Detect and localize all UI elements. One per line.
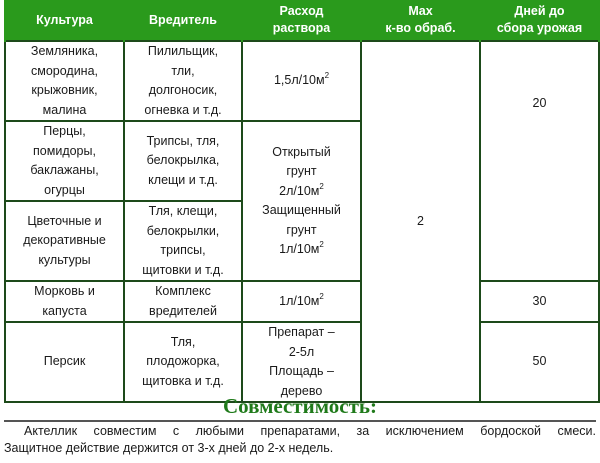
pest-cell: Пилильщик, тли, долгоносик, огневка и т.д. — [124, 41, 242, 121]
days-to-harvest-cell: 50 — [480, 322, 599, 402]
culture-cell: Морковь и капуста — [5, 281, 124, 322]
pest-cell: Тля, плодожорка, щитовка и т.д. — [124, 322, 242, 402]
table-row — [5, 41, 599, 121]
rate-cell-merged: Открытый грунт $2л/10м^2$ Защищенный грунт $1л/10м^2$ — [242, 121, 361, 281]
compatibility-title: Совместимость: — [222, 394, 377, 418]
table-row — [5, 322, 599, 402]
days-to-harvest-cell: 30 — [480, 281, 599, 322]
pest-cell: Трипсы, тля, белокрылка, клещи и т.д. — [124, 121, 242, 201]
divider — [4, 420, 596, 422]
compatibility-text — [4, 423, 596, 457]
pest-cell: Комплекс вредителей — [124, 281, 242, 322]
rate-cell: Препарат – 2-5л Площадь – дерево — [242, 322, 361, 402]
compatibility-line-2: Защитное действие держится от 3-х дней до 2-х недель. — [4, 441, 334, 455]
culture-cell: Цветочные и декоративные культуры — [5, 201, 124, 281]
header-pest: Вредитель — [124, 0, 242, 41]
table-row — [5, 281, 599, 322]
days-to-harvest-cell: 20 — [480, 41, 599, 281]
table-header-row — [5, 0, 599, 41]
compatibility-line-1: Актеллик совместим с любыми препаратами, за исключением бордоской смеси. — [24, 424, 596, 438]
header-rate: Расход раствора — [242, 0, 361, 41]
culture-cell: Перцы, помидоры, баклажаны, огурцы — [5, 121, 124, 201]
header-culture: Культура — [5, 0, 124, 41]
rate-cell: $1л/10м^2$ — [242, 281, 361, 322]
pesticide-usage-table — [4, 0, 600, 403]
max-treatments-cell: 2 — [361, 41, 480, 402]
header-days-to-harvest: Дней до сбора урожая — [480, 0, 599, 41]
culture-cell: Земляника, смородина, крыжовник, малина — [5, 41, 124, 121]
culture-cell: Персик — [5, 322, 124, 402]
rate-cell: $1,5л/10м^2$ — [242, 41, 361, 121]
pest-cell: Тля, клещи, белокрылки, трипсы, щитовки и т.д. — [124, 201, 242, 281]
header-max-treatments: Max к-во обраб. — [361, 0, 480, 41]
